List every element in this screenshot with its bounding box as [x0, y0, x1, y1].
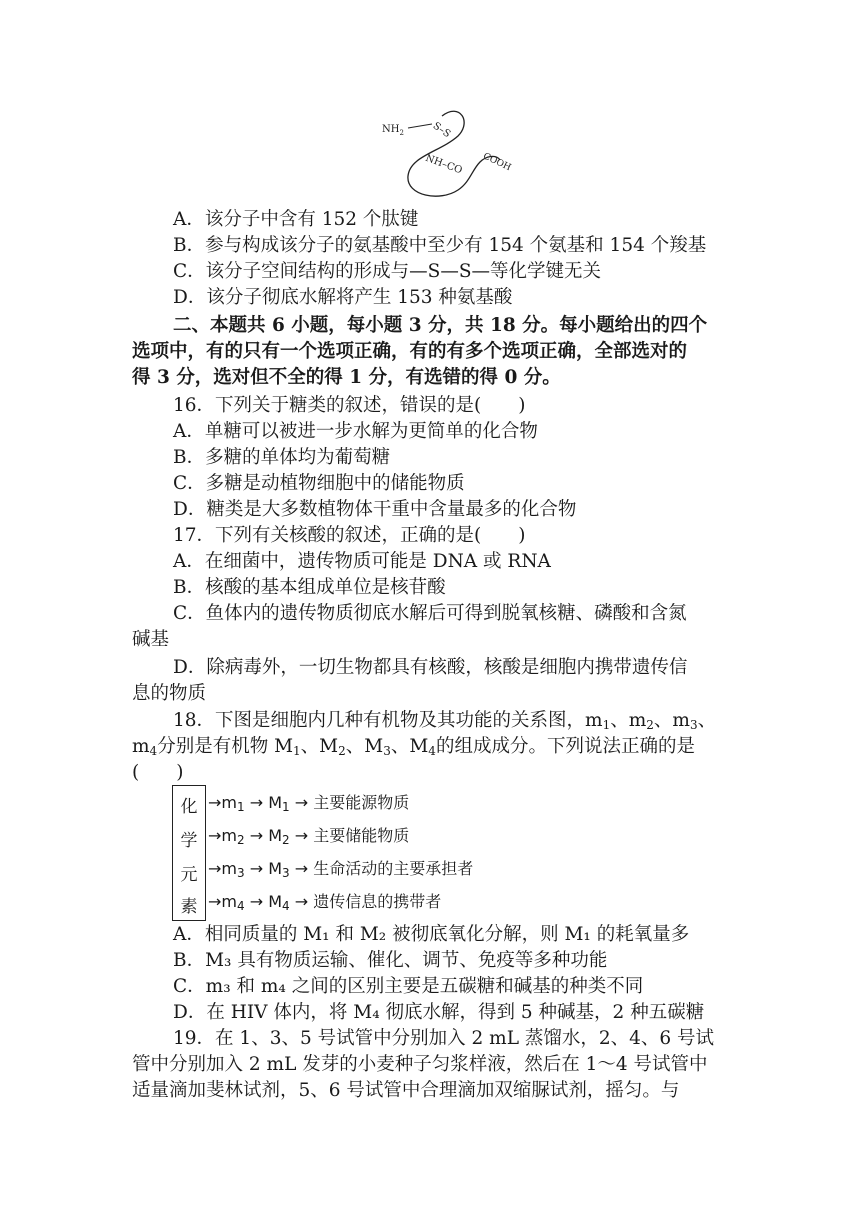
nh2-label: $NH_2$	[382, 124, 404, 137]
q18-option-b: B．M₃ 具有物质运输、催化、调节、免疫等多种功能	[173, 950, 608, 971]
section2-line-3: 得 3 分，选对但不全的得 1 分，有选错的得 0 分。	[132, 367, 561, 388]
diagram-row-3: $\to m_3 \to M_3$ → 生命活动的主要承担者	[208, 859, 474, 880]
section2-line-1: 二、本题共 6 小题，每小题 3 分，共 18 分。每小题给出的四个	[173, 315, 708, 336]
disulfide-label: S–S	[430, 120, 453, 141]
diagram-row-4: $\to m_4 \to M_4$ → 遗传信息的携带者	[208, 892, 442, 913]
q17-option-b: B．核酸的基本组成单位是核苷酸	[173, 577, 446, 598]
q16-stem: 16．下列关于糖类的叙述，错误的是( )	[173, 395, 526, 416]
peptide-bond-label: NH–CO	[423, 152, 464, 177]
q19-line-1: 19．在 1、3、5 号试管中分别加入 2 mL 蒸馏水，2、4、6 号试	[173, 1028, 715, 1049]
q17-option-c: C．鱼体内的遗传物质彻底水解后可得到脱氧核糖、磷酸和含氮	[173, 603, 687, 624]
q16-option-a: A．单糖可以被进一步水解为更简单的化合物	[173, 421, 538, 442]
q18-stem-line-2: $m_4$分别是有机物 $M_1$、$M_2$、$M_3$、$M_4$的组成成分。下列说法正确的是	[132, 736, 695, 758]
diagram-row-1: $\to m_1 \to M_1$ → 主要能源物质	[208, 793, 410, 814]
q16-option-b: B．多糖的单体均为葡萄糖	[173, 447, 391, 468]
box-char: 化	[180, 797, 198, 817]
box-char: 素	[180, 897, 198, 917]
q16-option-d: D．糖类是大多数植物体干重中含量最多的化合物	[173, 499, 577, 520]
q18-option-a: A．相同质量的 M₁ 和 M₂ 被彻底氧化分解，则 M₁ 的耗氧量多	[173, 924, 690, 945]
q18-option-c: C．m₃ 和 m₄ 之间的区别主要是五碳糖和碱基的种类不同	[173, 976, 644, 997]
q17-stem: 17．下列有关核酸的叙述，正确的是( )	[173, 525, 526, 546]
chemical-elements-box	[172, 785, 206, 921]
organic-compounds-diagram	[172, 785, 502, 921]
q18-option-d: D．在 HIV 体内，将 M₄ 彻底水解，得到 5 种碱基，2 种五碳糖	[173, 1002, 705, 1023]
section2-line-2: 选项中，有的只有一个选项正确，有的有多个选项正确，全部选对的	[132, 341, 688, 362]
q18-stem-line-1: 18．下图是细胞内几种有机物及其功能的关系图，$m_1$、$m_2$、$m_3$、	[173, 710, 717, 732]
q15-option-d: D．该分子彻底水解将产生 153 种氨基酸	[173, 287, 513, 308]
q19-line-2: 管中分别加入 2 mL 发芽的小麦种子匀浆样液，然后在 1～4 号试管中	[132, 1054, 708, 1075]
q17-option-c-cont: 碱基	[132, 629, 170, 650]
q17-option-d: D．除病毒外，一切生物都具有核酸，核酸是细胞内携带遗传信	[173, 657, 688, 678]
box-char: 学	[180, 831, 198, 851]
cooh-label: COOH	[481, 151, 513, 174]
q15-option-b: B．参与构成该分子的氨基酸中至少有 154 个氨基和 154 个羧基	[173, 235, 707, 256]
q16-option-c: C．多糖是动植物细胞中的储能物质	[173, 473, 465, 494]
q15-option-c: C．该分子空间结构的形成与—S—S—等化学键无关	[173, 261, 602, 282]
diagram-row-2: $\to m_2 \to M_2$ → 主要储能物质	[208, 826, 410, 847]
q19-line-3: 适量滴加斐林试剂，5、6 号试管中合理滴加双缩脲试剂，摇匀。与	[132, 1080, 680, 1101]
q15-option-a: A．该分子中含有 152 个肽键	[173, 209, 419, 230]
q17-option-a: A．在细菌中，遗传物质可能是 DNA 或 RNA	[173, 551, 551, 572]
box-char: 元	[180, 865, 198, 885]
q18-stem-line-3: ( )	[132, 762, 184, 783]
q17-option-d-cont: 息的物质	[132, 683, 207, 704]
protein-molecule-diagram	[380, 104, 520, 202]
